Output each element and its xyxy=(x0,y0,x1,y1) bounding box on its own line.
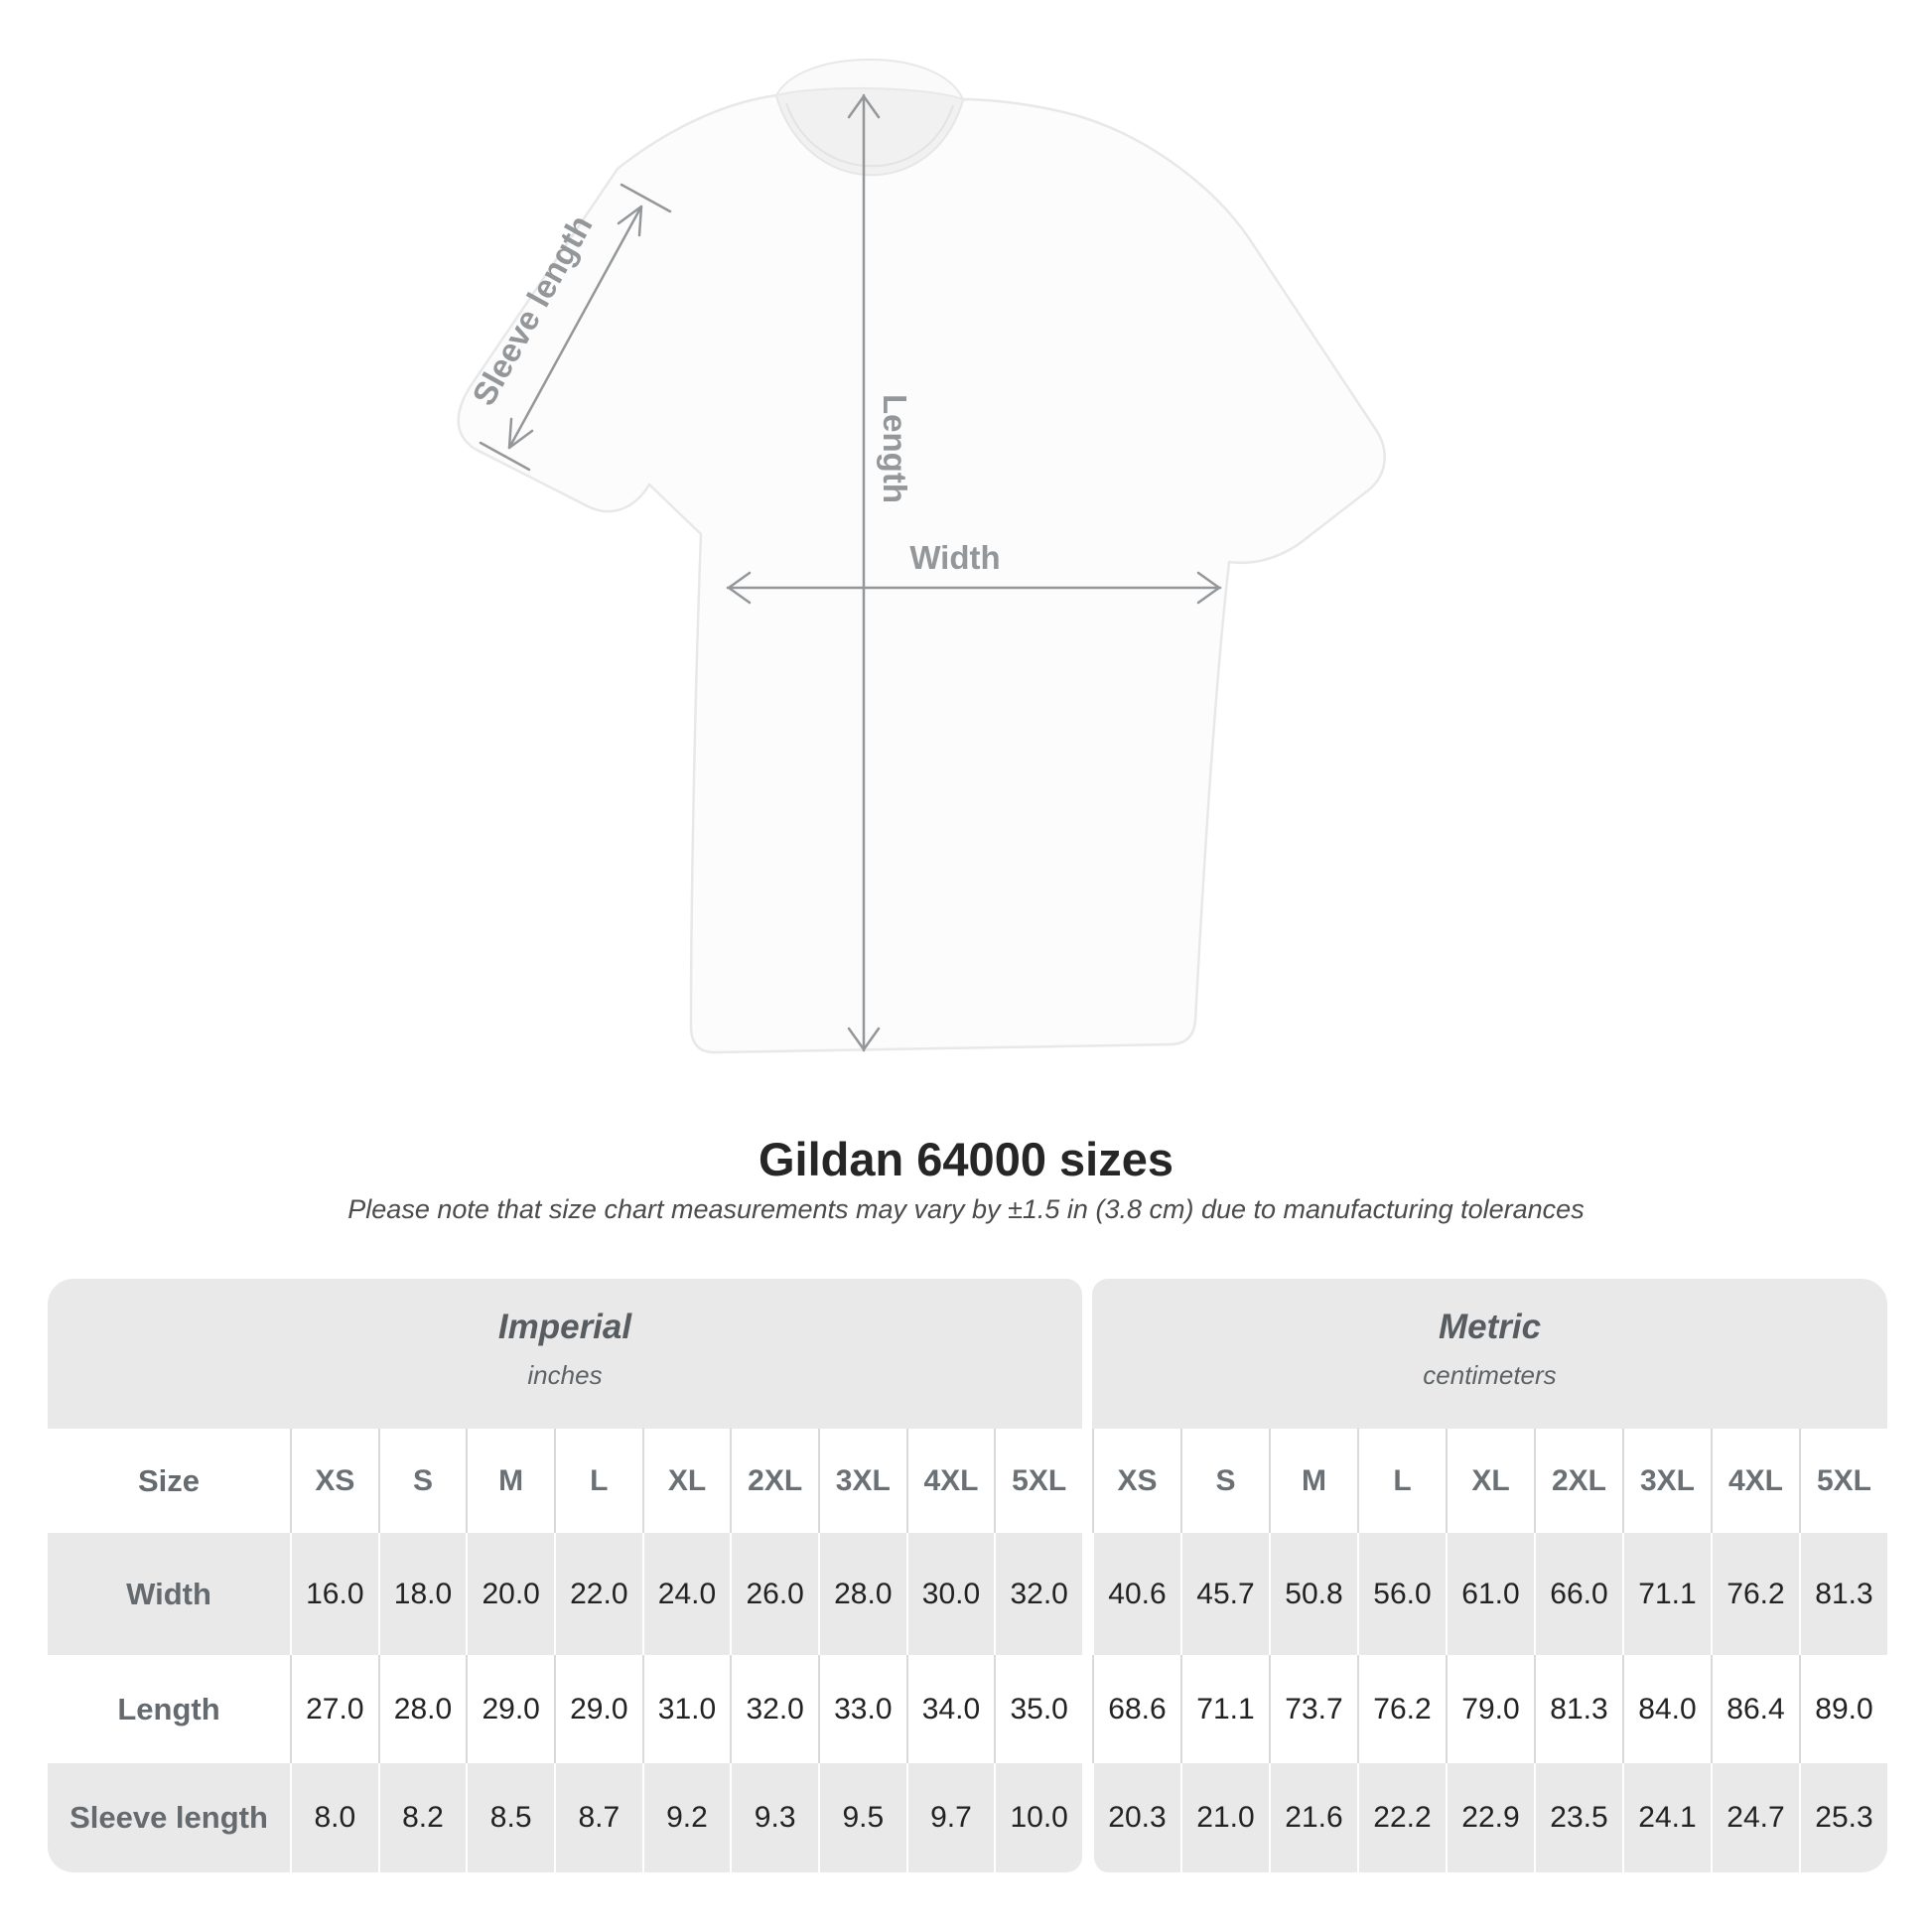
size-col-header: 2XL xyxy=(1534,1429,1622,1533)
value-cell: 24.1 xyxy=(1622,1763,1711,1872)
imperial-header xyxy=(48,1279,1082,1429)
value-cell: 26.0 xyxy=(730,1533,818,1655)
value-cell: 18.0 xyxy=(378,1533,467,1655)
value-cell: 68.6 xyxy=(1092,1655,1180,1763)
value-cell: 56.0 xyxy=(1357,1533,1446,1655)
size-table xyxy=(48,1279,1887,1872)
value-cell: 81.3 xyxy=(1534,1655,1622,1763)
value-cell: 9.7 xyxy=(906,1763,995,1872)
size-col-header: 5XL xyxy=(994,1429,1082,1533)
size-col-header: XL xyxy=(1446,1429,1534,1533)
sleeve-length-label: Sleeve length xyxy=(465,208,600,412)
value-cell: 9.3 xyxy=(730,1763,818,1872)
length-label: Length xyxy=(877,394,913,503)
size-col-header: 3XL xyxy=(818,1429,906,1533)
imperial-unit: inches xyxy=(527,1359,603,1390)
metric-unit: centimeters xyxy=(1423,1359,1557,1390)
value-cell: 27.0 xyxy=(290,1655,378,1763)
value-cell: 20.3 xyxy=(1092,1763,1180,1872)
value-cell: 71.1 xyxy=(1622,1533,1711,1655)
value-cell: 8.0 xyxy=(290,1763,378,1872)
value-cell: 84.0 xyxy=(1622,1655,1711,1763)
value-cell: 23.5 xyxy=(1534,1763,1622,1872)
size-col-header: 4XL xyxy=(1711,1429,1799,1533)
size-col-header: XS xyxy=(1092,1429,1180,1533)
value-cell: 76.2 xyxy=(1357,1655,1446,1763)
size-col-header: XL xyxy=(642,1429,731,1533)
size-col-header: M xyxy=(466,1429,554,1533)
size-col-header: S xyxy=(378,1429,467,1533)
value-cell: 32.0 xyxy=(994,1533,1082,1655)
value-cell: 25.3 xyxy=(1799,1763,1887,1872)
value-cell: 9.5 xyxy=(818,1763,906,1872)
value-cell: 71.1 xyxy=(1180,1655,1269,1763)
value-cell: 8.2 xyxy=(378,1763,467,1872)
imperial-title: Imperial xyxy=(497,1307,632,1346)
row-label: Sleeve length xyxy=(48,1763,290,1872)
size-col-header: L xyxy=(1357,1429,1446,1533)
value-cell: 31.0 xyxy=(642,1655,731,1763)
value-cell: 73.7 xyxy=(1269,1655,1357,1763)
value-cell: 89.0 xyxy=(1799,1655,1887,1763)
value-cell: 22.0 xyxy=(554,1533,642,1655)
value-cell: 86.4 xyxy=(1711,1655,1799,1763)
value-cell: 35.0 xyxy=(994,1655,1082,1763)
row-label: Width xyxy=(48,1533,290,1655)
value-cell: 32.0 xyxy=(730,1655,818,1763)
size-col-header: S xyxy=(1180,1429,1269,1533)
size-col-header: 2XL xyxy=(730,1429,818,1533)
value-cell: 76.2 xyxy=(1711,1533,1799,1655)
value-cell: 24.7 xyxy=(1711,1763,1799,1872)
value-cell: 21.6 xyxy=(1269,1763,1357,1872)
value-cell: 8.7 xyxy=(554,1763,642,1872)
row-label: Length xyxy=(48,1655,290,1763)
value-cell: 29.0 xyxy=(554,1655,642,1763)
metric-title: Metric xyxy=(1438,1307,1542,1346)
size-row-header: Size xyxy=(48,1429,290,1533)
value-cell: 33.0 xyxy=(818,1655,906,1763)
value-cell: 34.0 xyxy=(906,1655,995,1763)
value-cell: 28.0 xyxy=(818,1533,906,1655)
value-cell: 30.0 xyxy=(906,1533,995,1655)
width-label: Width xyxy=(909,539,1001,576)
value-cell: 50.8 xyxy=(1269,1533,1357,1655)
metric-header xyxy=(1092,1279,1887,1429)
value-cell: 61.0 xyxy=(1446,1533,1534,1655)
size-col-header: 3XL xyxy=(1622,1429,1711,1533)
value-cell: 45.7 xyxy=(1180,1533,1269,1655)
size-col-header: M xyxy=(1269,1429,1357,1533)
value-cell: 16.0 xyxy=(290,1533,378,1655)
value-cell: 10.0 xyxy=(994,1763,1082,1872)
size-col-header: 5XL xyxy=(1799,1429,1887,1533)
size-col-header: L xyxy=(554,1429,642,1533)
value-cell: 28.0 xyxy=(378,1655,467,1763)
value-cell: 24.0 xyxy=(642,1533,731,1655)
value-cell: 9.2 xyxy=(642,1763,731,1872)
value-cell: 66.0 xyxy=(1534,1533,1622,1655)
value-cell: 29.0 xyxy=(466,1655,554,1763)
tolerance-note: Please note that size chart measurements may vary by ±1.5 in (3.8 cm) due to manufacturing tolerances xyxy=(347,1194,1585,1224)
size-col-header: XS xyxy=(290,1429,378,1533)
value-cell: 21.0 xyxy=(1180,1763,1269,1872)
value-cell: 20.0 xyxy=(466,1533,554,1655)
size-col-header: 4XL xyxy=(906,1429,995,1533)
value-cell: 8.5 xyxy=(466,1763,554,1872)
value-cell: 22.9 xyxy=(1446,1763,1534,1872)
page-title: Gildan 64000 sizes xyxy=(758,1133,1174,1185)
value-cell: 40.6 xyxy=(1092,1533,1180,1655)
value-cell: 22.2 xyxy=(1357,1763,1446,1872)
value-cell: 79.0 xyxy=(1446,1655,1534,1763)
metric-section xyxy=(1092,1279,1887,1872)
value-cell: 81.3 xyxy=(1799,1533,1887,1655)
imperial-section xyxy=(48,1279,1082,1872)
